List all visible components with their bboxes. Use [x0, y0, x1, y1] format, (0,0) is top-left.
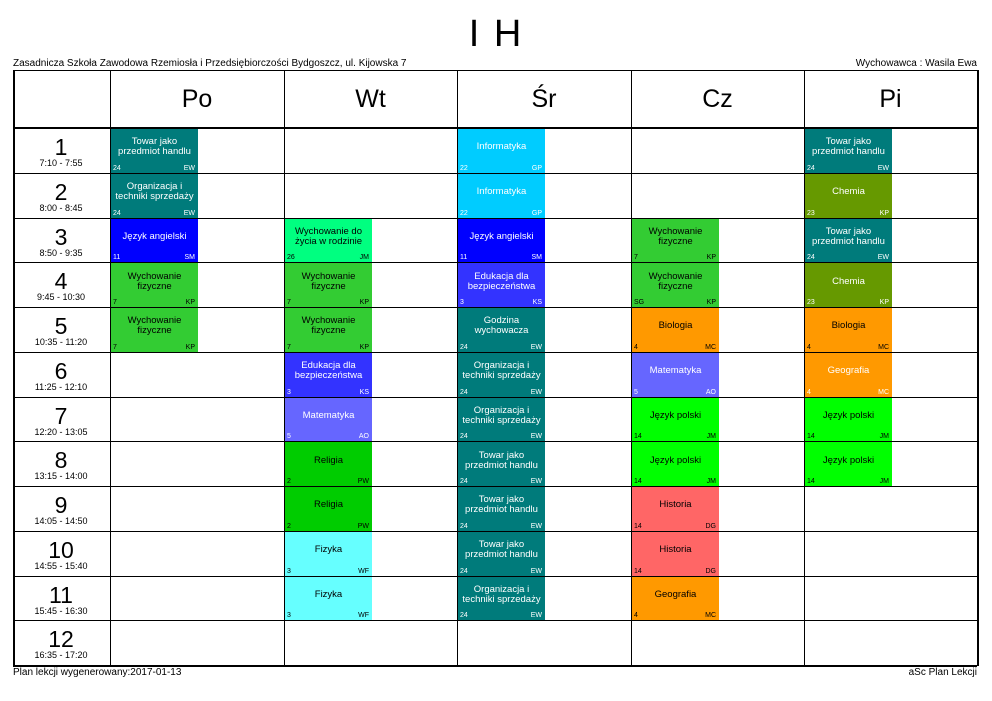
- lesson-subject: Wychowanie fizyczne: [648, 270, 703, 292]
- lesson-room: 24: [807, 254, 815, 262]
- period-label: [13, 307, 109, 352]
- grid-line: [977, 70, 979, 666]
- lesson-teacher: SM: [531, 254, 542, 262]
- lesson-subject: Fizyka: [314, 588, 343, 600]
- lesson-teacher: JM: [706, 478, 716, 485]
- day-header: Pi: [879, 85, 902, 113]
- lesson-teacher: EW: [183, 209, 195, 217]
- day-header: Po: [181, 85, 213, 113]
- period-number: 7: [54, 402, 68, 429]
- lesson-room: 14: [634, 522, 642, 530]
- lesson-subject: Historia: [659, 544, 692, 556]
- lesson-card[interactable]: [805, 442, 892, 486]
- grid-line: [631, 70, 632, 666]
- lesson-room: 7: [287, 299, 291, 306]
- grid-line: [13, 531, 977, 532]
- lesson-subject: Religia: [313, 454, 344, 466]
- lesson-teacher: AO: [358, 433, 369, 441]
- lesson-teacher: GP: [531, 209, 542, 217]
- lesson-room: 24: [460, 388, 468, 396]
- lesson-subject: Fizyka: [314, 544, 343, 556]
- lesson-subject: Wychowanie fizyczne: [301, 270, 356, 292]
- lesson-room: 26: [287, 254, 295, 262]
- grid-line: [13, 576, 977, 577]
- lesson-room: SG: [634, 299, 645, 306]
- lesson-subject: Organizacja i techniki sprzedaży: [462, 583, 541, 605]
- lesson-room: 24: [460, 612, 468, 620]
- lesson-room: 23: [807, 299, 815, 306]
- lesson-card[interactable]: [458, 577, 545, 621]
- lesson-card[interactable]: [111, 219, 198, 263]
- period-number: 3: [54, 223, 68, 250]
- lesson-teacher: EW: [530, 612, 542, 620]
- day-header: Cz: [702, 85, 733, 113]
- lesson-room: 14: [807, 433, 815, 441]
- lesson-subject: Towar jako przedmiot handlu: [812, 225, 885, 247]
- lesson-teacher: WF: [358, 612, 369, 620]
- lesson-room: 4: [807, 343, 811, 351]
- lesson-card[interactable]: [285, 353, 372, 397]
- period-label: [13, 620, 109, 665]
- lesson-teacher: KP: [185, 299, 195, 306]
- period-label: [13, 576, 109, 621]
- period-number: 6: [54, 357, 68, 384]
- day-header: Wt: [355, 85, 386, 113]
- lesson-card[interactable]: [111, 263, 198, 307]
- lesson-room: 24: [113, 209, 121, 217]
- lesson-card[interactable]: [805, 353, 892, 397]
- period-time: 9:45 - 10:30: [36, 292, 86, 303]
- lesson-subject: Język polski: [649, 409, 702, 421]
- lesson-room: 2: [287, 478, 291, 485]
- lesson-teacher: JM: [359, 254, 369, 262]
- lesson-room: 22: [460, 209, 468, 217]
- lesson-teacher: JM: [879, 478, 889, 485]
- period-number: 9: [54, 492, 68, 518]
- grid-line: [110, 70, 111, 666]
- lesson-room: 24: [460, 522, 468, 530]
- lesson-teacher: EW: [530, 478, 542, 485]
- lesson-card[interactable]: [632, 532, 719, 576]
- lesson-card[interactable]: [458, 353, 545, 397]
- lesson-teacher: PW: [357, 522, 369, 530]
- lesson-subject: Wychowanie fizyczne: [301, 315, 356, 337]
- lesson-room: 24: [460, 433, 468, 441]
- lesson-room: 7: [634, 254, 638, 262]
- lesson-teacher: EW: [530, 522, 542, 530]
- lesson-card[interactable]: [111, 129, 198, 173]
- grid-line: [13, 262, 977, 263]
- grid-line: [13, 486, 977, 487]
- period-time: 10:35 - 11:20: [34, 337, 88, 347]
- lesson-card[interactable]: [111, 174, 198, 218]
- period-number: 8: [54, 447, 68, 474]
- lesson-room: 3: [460, 299, 464, 306]
- period-number: 1: [54, 134, 68, 160]
- lesson-subject: Wychowanie fizyczne: [127, 270, 182, 292]
- lesson-card[interactable]: [632, 353, 719, 397]
- period-time: 14:55 - 15:40: [34, 560, 88, 571]
- period-number: 4: [54, 268, 68, 295]
- lesson-room: 7: [113, 343, 117, 351]
- lesson-teacher: KS: [532, 299, 542, 306]
- lesson-subject: Geografia: [654, 588, 697, 600]
- lesson-teacher: SM: [184, 254, 195, 262]
- lesson-room: 23: [807, 209, 815, 217]
- lesson-teacher: KP: [706, 254, 716, 262]
- period-time: 14:05 - 14:50: [34, 516, 88, 526]
- lesson-teacher: PW: [357, 478, 369, 485]
- grid-line: [13, 173, 977, 174]
- lesson-room: 7: [113, 299, 117, 306]
- lesson-subject: Chemia: [832, 186, 865, 198]
- lesson-teacher: EW: [877, 254, 889, 262]
- lesson-teacher: KP: [879, 209, 889, 217]
- lesson-subject: Informatyka: [476, 141, 527, 153]
- lesson-card[interactable]: [805, 219, 892, 263]
- lesson-room: 24: [807, 164, 815, 172]
- lesson-subject: Historia: [659, 499, 692, 511]
- lesson-room: 3: [287, 612, 291, 620]
- period-label: [13, 173, 109, 218]
- lesson-subject: Język angielski: [469, 230, 534, 242]
- lesson-teacher: KP: [185, 343, 195, 351]
- lesson-subject: Edukacja dla bezpieczeństwa: [467, 270, 536, 292]
- lesson-subject: Godzina wychowacza: [474, 315, 529, 337]
- lesson-teacher: EW: [183, 164, 195, 172]
- lesson-room: 3: [287, 567, 291, 575]
- grid-line: [13, 218, 977, 219]
- lesson-room: 14: [807, 478, 815, 485]
- lesson-card[interactable]: [458, 174, 545, 218]
- lesson-card[interactable]: [458, 442, 545, 486]
- lesson-card[interactable]: [285, 263, 372, 307]
- grid-line: [457, 70, 458, 666]
- lesson-room: 14: [634, 567, 642, 575]
- lesson-subject: Towar jako przedmiot handlu: [465, 539, 538, 561]
- lesson-subject: Towar jako przedmiot handlu: [812, 136, 885, 158]
- lesson-teacher: MC: [705, 343, 716, 351]
- lesson-room: 2: [287, 522, 291, 530]
- lesson-card[interactable]: [285, 442, 372, 486]
- lesson-card[interactable]: [632, 487, 719, 531]
- lesson-teacher: WF: [358, 567, 369, 575]
- lesson-subject: Towar jako przedmiot handlu: [465, 449, 538, 471]
- lesson-teacher: JM: [706, 433, 716, 441]
- lesson-teacher: MC: [878, 343, 889, 351]
- lesson-teacher: DG: [705, 522, 716, 530]
- period-time: 8:00 - 8:45: [39, 202, 83, 213]
- period-label: [13, 128, 109, 173]
- period-number: 2: [54, 178, 68, 205]
- lesson-teacher: EW: [530, 433, 542, 441]
- lesson-card[interactable]: [285, 219, 372, 263]
- lesson-room: 14: [634, 433, 642, 441]
- lesson-subject: Język polski: [822, 409, 875, 421]
- lesson-card[interactable]: [111, 308, 198, 352]
- period-number: 11: [49, 581, 73, 608]
- period-time: 11:25 - 12:10: [34, 381, 88, 392]
- brand-label: aSc Plan Lekcji: [908, 667, 977, 678]
- lesson-room: 14: [634, 478, 642, 485]
- lesson-subject: Chemia: [832, 275, 865, 287]
- generated-date: Plan lekcji wygenerowany:2017-01-13: [13, 667, 182, 678]
- lesson-subject: Organizacja i techniki sprzedaży: [462, 360, 541, 382]
- lesson-card[interactable]: [805, 308, 892, 352]
- lesson-subject: Biologia: [658, 320, 693, 332]
- lesson-card[interactable]: [458, 398, 545, 442]
- lesson-card[interactable]: [458, 263, 545, 307]
- period-label: [13, 486, 109, 531]
- lesson-card[interactable]: [458, 532, 545, 576]
- period-number: 10: [48, 536, 74, 563]
- lesson-subject: Matematyka: [649, 365, 702, 377]
- period-time: 13:15 - 14:00: [34, 471, 88, 482]
- period-label: [13, 218, 109, 263]
- lesson-subject: Organizacja i techniki sprzedaży: [462, 404, 541, 426]
- lesson-card[interactable]: [632, 219, 719, 263]
- lesson-subject: Język angielski: [122, 230, 187, 242]
- school-name: Zasadnicza Szkoła Zawodowa Rzemiosła i Przedsiębiorczości Bydgoszcz, ul. Kijowska 7: [13, 58, 407, 69]
- lesson-card[interactable]: [632, 577, 719, 621]
- grid-line: [13, 352, 977, 353]
- period-time: 12:20 - 13:05: [34, 426, 88, 437]
- lesson-card[interactable]: [805, 263, 892, 307]
- period-label: [13, 441, 109, 486]
- lesson-teacher: JM: [879, 433, 889, 441]
- period-label: [13, 262, 109, 307]
- lesson-subject: Język polski: [822, 454, 875, 466]
- lesson-teacher: KP: [359, 343, 369, 351]
- lesson-room: 5: [634, 388, 638, 396]
- page-title: I H: [468, 13, 524, 55]
- lesson-card[interactable]: [285, 532, 372, 576]
- lesson-subject: Geografia: [827, 365, 870, 377]
- period-label: [13, 531, 109, 576]
- day-header: Śr: [531, 85, 557, 113]
- period-number: 12: [48, 626, 74, 653]
- lesson-subject: Religia: [313, 499, 344, 511]
- lesson-teacher: DG: [705, 567, 716, 575]
- lesson-teacher: KP: [706, 299, 716, 306]
- period-time: 15:45 - 16:30: [34, 605, 88, 616]
- lesson-subject: Edukacja dla bezpieczeństwa: [294, 360, 363, 382]
- lesson-card[interactable]: [805, 129, 892, 173]
- grid-line: [13, 307, 977, 308]
- period-label: [13, 397, 109, 442]
- lesson-card[interactable]: [632, 442, 719, 486]
- lesson-teacher: AO: [705, 388, 716, 396]
- lesson-subject: Wychowanie fizyczne: [648, 225, 703, 247]
- lesson-subject: Język polski: [649, 454, 702, 466]
- period-time: 7:10 - 7:55: [39, 158, 83, 168]
- lesson-subject: Towar jako przedmiot handlu: [465, 494, 538, 516]
- lesson-card[interactable]: [805, 398, 892, 442]
- lesson-card[interactable]: [458, 487, 545, 531]
- lesson-room: 24: [113, 164, 121, 172]
- lesson-card[interactable]: [285, 577, 372, 621]
- lesson-teacher: KS: [359, 388, 369, 396]
- period-number: 5: [54, 313, 68, 339]
- lesson-room: 24: [460, 478, 468, 485]
- lesson-subject: Matematyka: [302, 409, 355, 421]
- grid-line: [804, 70, 805, 666]
- lesson-teacher: KP: [359, 299, 369, 306]
- lesson-teacher: EW: [530, 388, 542, 396]
- lesson-subject: Towar jako przedmiot handlu: [118, 136, 191, 158]
- period-time: 16:35 - 17:20: [34, 650, 88, 661]
- lesson-card[interactable]: [285, 398, 372, 442]
- grid-line: [13, 620, 977, 621]
- lesson-card[interactable]: [458, 308, 545, 352]
- lesson-card[interactable]: [805, 174, 892, 218]
- lesson-subject: Wychowanie do życia w rodzinie: [294, 225, 363, 247]
- lesson-subject: Informatyka: [476, 186, 527, 198]
- lesson-teacher: MC: [878, 388, 889, 396]
- lesson-room: 7: [287, 343, 291, 351]
- lesson-teacher: EW: [877, 164, 889, 172]
- lesson-room: 22: [460, 164, 468, 172]
- lesson-teacher: EW: [530, 343, 542, 351]
- lesson-teacher: MC: [705, 612, 716, 620]
- lesson-room: 4: [634, 343, 638, 351]
- lesson-subject: Wychowanie fizyczne: [127, 315, 182, 337]
- lesson-card[interactable]: [458, 219, 545, 263]
- lesson-room: 11: [113, 254, 121, 262]
- grid-line: [284, 70, 285, 666]
- lesson-room: 3: [287, 388, 291, 396]
- class-teacher: Wychowawca : Wasila Ewa: [855, 58, 977, 69]
- period-time: 8:50 - 9:35: [39, 247, 83, 258]
- lesson-card[interactable]: [632, 398, 719, 442]
- lesson-room: 11: [460, 254, 468, 262]
- lesson-subject: Organizacja i techniki sprzedaży: [115, 181, 194, 203]
- grid-line: [13, 441, 977, 442]
- lesson-card[interactable]: [632, 263, 719, 307]
- lesson-room: 5: [287, 433, 291, 441]
- lesson-subject: Biologia: [831, 320, 866, 332]
- lesson-teacher: GP: [531, 164, 542, 172]
- lesson-room: 24: [460, 343, 468, 351]
- lesson-room: 4: [807, 388, 811, 396]
- lesson-room: 4: [634, 612, 638, 620]
- lesson-card[interactable]: [285, 487, 372, 531]
- lesson-teacher: KP: [879, 299, 889, 306]
- lesson-card[interactable]: [632, 308, 719, 352]
- lesson-card[interactable]: [285, 308, 372, 352]
- grid-line: [13, 397, 977, 398]
- period-label: [13, 352, 109, 397]
- lesson-teacher: EW: [530, 567, 542, 575]
- lesson-room: 24: [460, 567, 468, 575]
- lesson-card[interactable]: [458, 129, 545, 173]
